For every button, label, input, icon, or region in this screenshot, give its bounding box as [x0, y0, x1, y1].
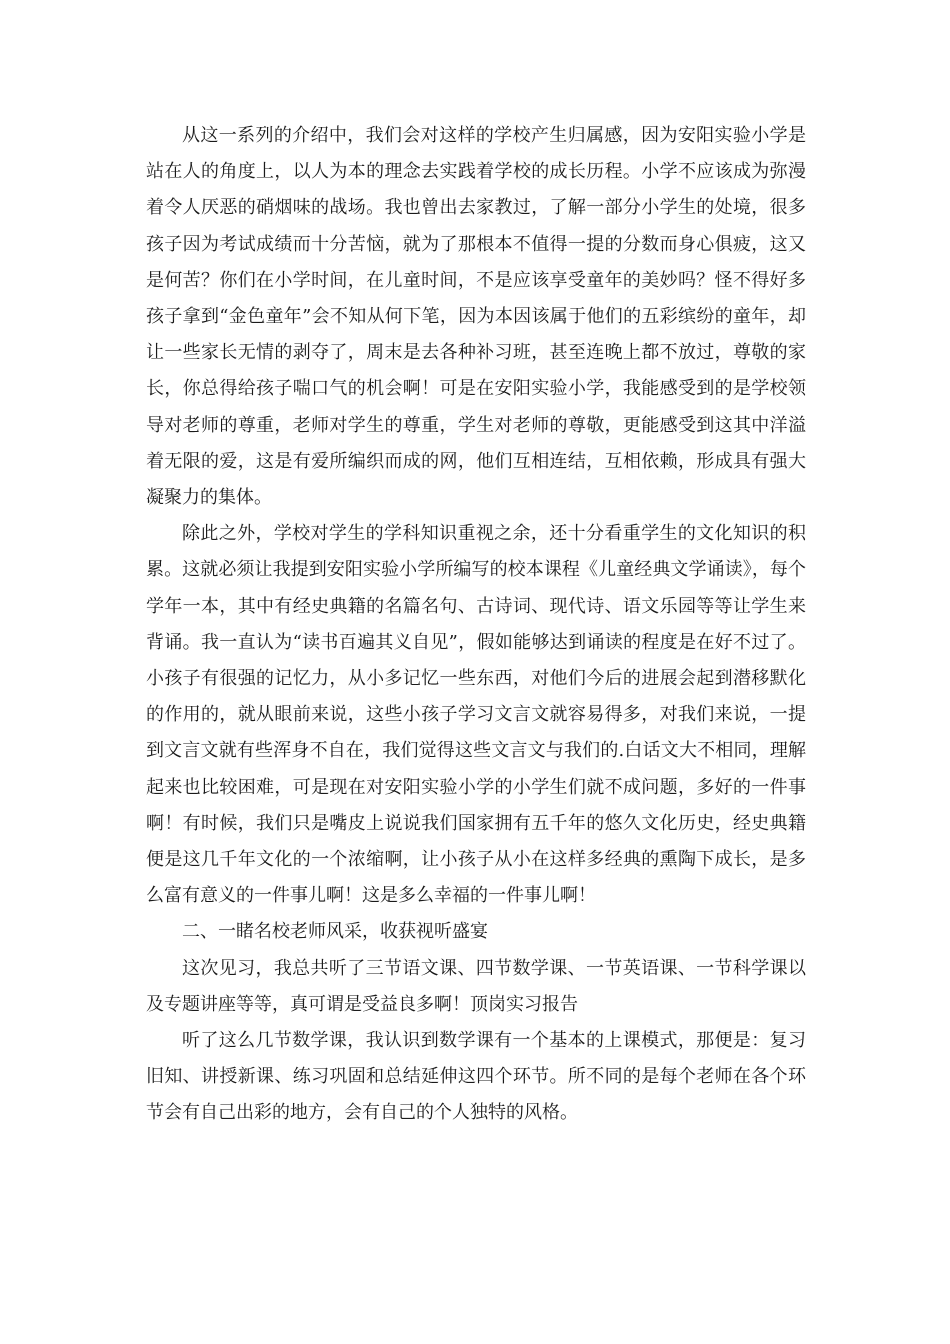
section-heading: 二、一睹名校老师风采，收获视听盛宴	[182, 921, 488, 943]
paragraph-math-class-model: 听了这么几节数学课，我认识到数学课有一个基本的上课模式，那便是：复习旧知、讲授新课、练习巩固和总结延伸这四个环节。所不同的是每个老师在各个环节会有自己出彩的地方，会有自己的个人独特的风格。	[146, 1030, 806, 1124]
document-body	[146, 118, 806, 1132]
paragraph-classic-reading: 除此之外，学校对学生的学科知识重视之余，还十分看重学生的文化知识的积累。这就必须让我提到安阳实验小学所编写的校本课程《儿童经典文学诵读》，每个学年一本，其中有经史典籍的名篇名句、古诗词、现代诗、语文乐园等等让学生来背诵。我一直认为“读书百遍其义自见”，假如能够达到诵读的程度是在好不过了。小孩子有很强的记忆力，从小多记忆一些东西，对他们今后的进展会起到潜移默化的作用的，就从眼前来说，这些小孩子学习文言文就容易得多，对我们来说，一提到文言文就有些浑身不自在，我们觉得这些文言文与我们的.白话文大不相同，理解起来也比较困难，可是现在对安阳实验小学的小学生们就不成问题，多好的一件事啊！有时候，我们只是嘴皮上说说我们国家拥有五千年的悠久文化历史，经史典籍便是这几千年文化的一个浓缩啊，让小孩子从小在这样多经典的熏陶下成长，是多么富有意义的一件事儿啊！这是多么幸福的一件事儿啊！	[146, 523, 806, 907]
paragraph-observed-classes: 这次见习，我总共听了三节语文课、四节数学课、一节英语课、一节科学课以及专题讲座等等，真可谓是受益良多啊！顶岗实习报告	[146, 957, 806, 1015]
paragraph-school-belonging: 从这一系列的介绍中，我们会对这样的学校产生归属感，因为安阳实验小学是站在人的角度上，以人为本的理念去实践着学校的成长历程。小学不应该成为弥漫着令人厌恶的硝烟味的战场。我也曾出去家教过，了解一部分小学生的处境，很多孩子因为考试成绩而十分苦恼，就为了那根本不值得一提的分数而身心俱疲，这又是何苦？你们在小学时间，在儿童时间，不是应该享受童年的美妙吗？怪不得好多孩子拿到“金色童年”会不知从何下笔，因为本因该属于他们的五彩缤纷的童年，却让一些家长无情的剥夺了，周末是去各种补习班，甚至连晚上都不放过，尊敬的家长，你总得给孩子喘口气的机会啊！可是在安阳实验小学，我能感受到的是学校领导对老师的尊重，老师对学生的尊重，学生对老师的尊敬，更能感受到这其中洋溢着无限的爱，这是有爱所编织而成的网，他们互相连结，互相依赖，形成具有强大凝聚力的集体。	[146, 125, 806, 509]
